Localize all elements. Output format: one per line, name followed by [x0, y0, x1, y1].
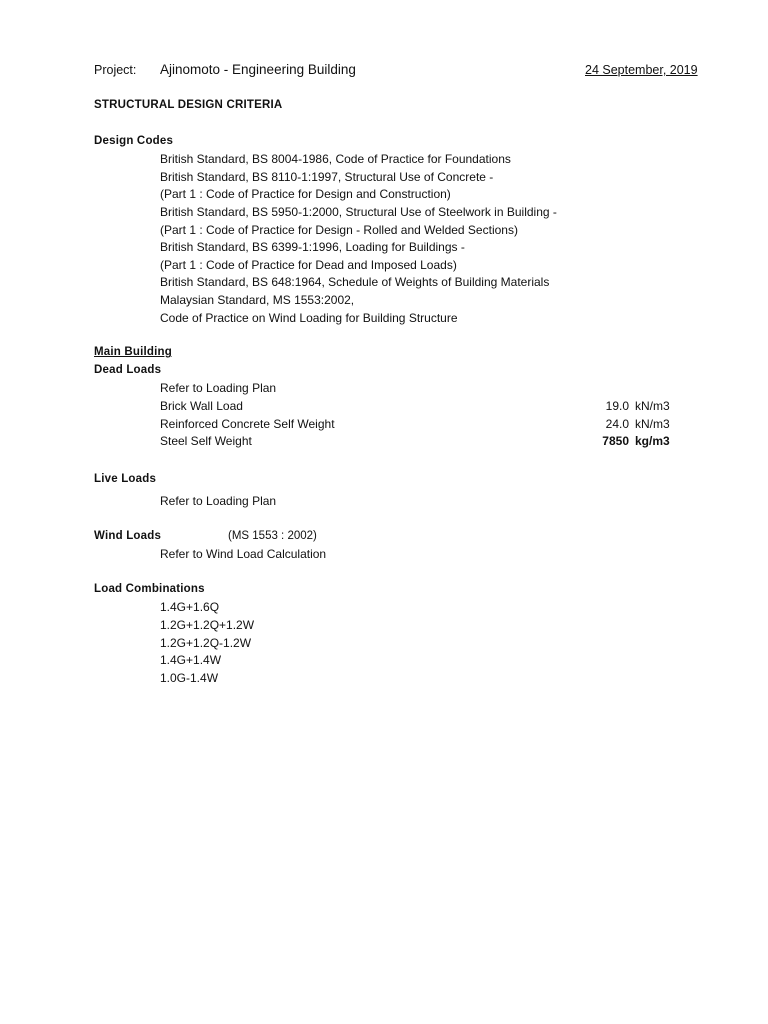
wind-loads-code: (MS 1553 : 2002) — [228, 530, 317, 542]
dead-load-value: 7850 — [602, 434, 629, 448]
dead-load-label: Reinforced Concrete Self Weight — [160, 417, 335, 431]
design-code-line: British Standard, BS 8110-1:1997, Structural Use of Concrete - — [160, 170, 494, 184]
dead-load-unit: kN/m3 — [635, 417, 670, 431]
load-combinations-heading: Load Combinations — [94, 583, 205, 595]
dead-load-label: Brick Wall Load — [160, 399, 243, 413]
live-loads-refer: Refer to Loading Plan — [160, 494, 277, 508]
design-codes-heading: Design Codes — [94, 135, 174, 147]
design-code-line: Code of Practice on Wind Loading for Building Structure — [160, 311, 458, 325]
design-code-line: British Standard, BS 6399-1:1996, Loading for Buildings - — [160, 240, 465, 254]
live-loads-heading: Live Loads — [94, 473, 157, 485]
project-name: Ajinomoto - Engineering Building — [160, 62, 356, 77]
wind-loads-refer: Refer to Wind Load Calculation — [160, 547, 327, 561]
dead-load-unit: kg/m3 — [635, 434, 670, 448]
load-combination: 1.4G+1.6Q — [160, 600, 220, 614]
document-date: 24 September, 2019 — [585, 63, 698, 77]
dead-load-unit: kN/m3 — [635, 399, 670, 413]
load-combination: 1.0G-1.4W — [160, 671, 219, 685]
dead-loads-refer: Refer to Loading Plan — [160, 381, 277, 395]
design-code-line: British Standard, BS 8004-1986, Code of Practice for Foundations — [160, 152, 511, 166]
main-building-heading: Main Building — [94, 346, 172, 358]
design-code-line: (Part 1 : Code of Practice for Design - Rolled and Welded Sections) — [160, 223, 518, 237]
load-combination: 1.2G+1.2Q-1.2W — [160, 636, 252, 650]
load-combination: 1.4G+1.4W — [160, 653, 222, 667]
project-label: Project: — [94, 63, 137, 77]
document-title: STRUCTURAL DESIGN CRITERIA — [94, 99, 283, 111]
design-code-line: (Part 1 : Code of Practice for Design and Construction) — [160, 187, 451, 201]
dead-loads-heading: Dead Loads — [94, 364, 162, 376]
dead-load-value: 24.0 — [605, 417, 629, 431]
load-combination: 1.2G+1.2Q+1.2W — [160, 618, 255, 632]
design-code-line: British Standard, BS 648:1964, Schedule of Weights of Building Materials — [160, 275, 550, 289]
design-code-line: (Part 1 : Code of Practice for Dead and Imposed Loads) — [160, 258, 457, 272]
design-code-line: Malaysian Standard, MS 1553:2002, — [160, 293, 355, 307]
dead-load-value: 19.0 — [605, 399, 629, 413]
wind-loads-heading: Wind Loads — [94, 530, 162, 542]
design-code-line: British Standard, BS 5950-1:2000, Structural Use of Steelwork in Building - — [160, 205, 557, 219]
dead-load-label: Steel Self Weight — [160, 434, 252, 448]
